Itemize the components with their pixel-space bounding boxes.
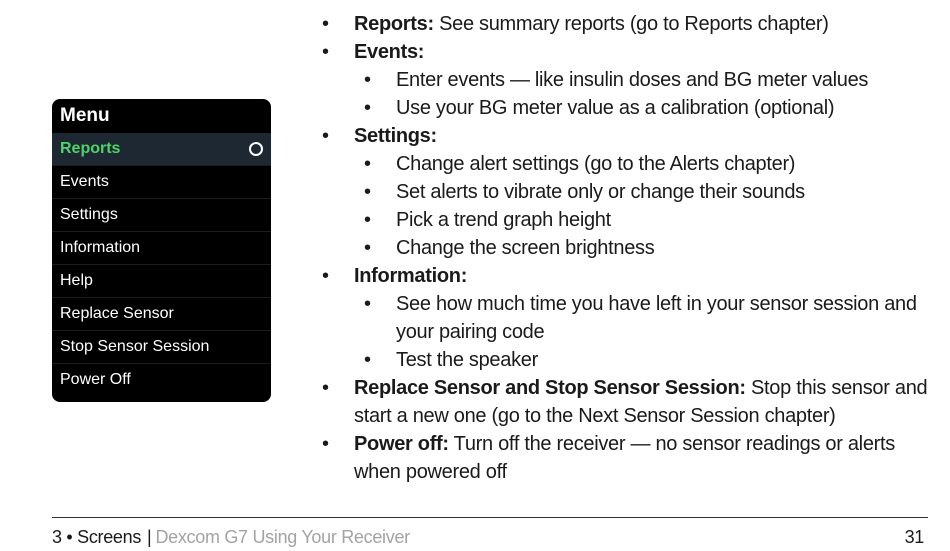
sub-bullet: • Test the speaker — [320, 346, 940, 374]
sub-bullet: • Use your BG meter value as a calibration (optional) — [320, 94, 940, 122]
footer-chapter: 3 • Screens — [52, 527, 142, 547]
bullet-reports — [320, 10, 940, 38]
menu-item-power-off — [52, 364, 271, 396]
menu-item-label: Replace Sensor — [60, 305, 174, 322]
footer-divider — [52, 517, 928, 518]
bullet-text: See summary reports (go to Reports chapter) — [433, 13, 829, 35]
footer-book-title: Dexcom G7 Using Your Receiver — [155, 527, 410, 547]
bullet-replace-stop-sensor — [320, 374, 940, 430]
bullet-term: Power off: — [354, 433, 449, 455]
menu-item-label: Stop Sensor Session — [60, 338, 210, 355]
menu-options-description — [320, 10, 940, 486]
receiver-menu-screen — [52, 99, 271, 402]
sub-bullet: • Set alerts to vibrate only or change their sounds — [320, 178, 940, 206]
bullet-text: Turn off the receiver — no sensor readings or alerts when powered off — [354, 433, 895, 483]
bullet-term: Replace Sensor and Stop Sensor Session: — [354, 377, 746, 399]
sub-bullet: • See how much time you have left in your sensor session and your pairing code — [320, 290, 940, 346]
menu-item-label: Information — [60, 239, 141, 256]
bullet-term: Information: — [354, 265, 468, 287]
sub-bullet: • Change alert settings (go to the Alerts chapter) — [320, 150, 940, 178]
bullet-text: Stop this sensor and start a new one (go to the Next Sensor Session chapter) — [354, 377, 928, 427]
page-footer — [52, 525, 928, 549]
sub-bullet: • Enter events — like insulin doses and BG meter values — [320, 66, 940, 94]
menu-item-help — [52, 265, 271, 298]
menu-title: Menu — [60, 105, 110, 126]
menu-item-label: Settings — [60, 206, 118, 223]
sub-bullet: • Pick a trend graph height — [320, 206, 940, 234]
menu-item-reports — [52, 133, 271, 166]
bullet-term: Reports: — [354, 13, 434, 35]
bullet-settings — [320, 122, 940, 150]
bullet-information — [320, 262, 940, 290]
menu-item-information — [52, 232, 271, 265]
footer-separator: | — [147, 527, 152, 547]
page-number: 31 — [904, 527, 924, 547]
menu-item-settings — [52, 199, 271, 232]
sub-bullet: • Change the screen brightness — [320, 234, 940, 262]
menu-item-replace-sensor — [52, 298, 271, 331]
bullet-term: Events: — [354, 41, 425, 63]
menu-item-label: Power Off — [60, 371, 131, 388]
bullet-term: Settings: — [354, 125, 437, 147]
menu-item-events — [52, 166, 271, 199]
selection-circle-icon — [249, 142, 263, 156]
bullet-events — [320, 38, 940, 66]
bullet-list — [320, 10, 940, 486]
menu-item-label: Events — [60, 173, 109, 190]
menu-item-label: Help — [60, 272, 93, 289]
menu-item-stop-sensor-session — [52, 331, 271, 364]
menu-item-label: Reports — [60, 140, 121, 157]
bullet-power-off — [320, 430, 940, 486]
